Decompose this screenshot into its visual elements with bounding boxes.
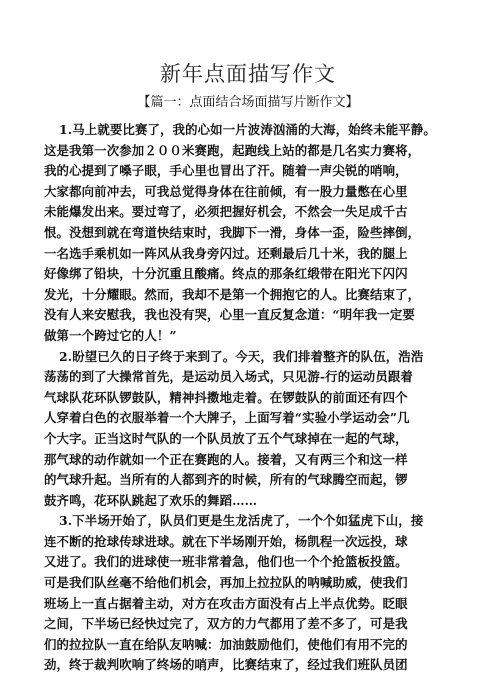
text-line: 之间，下半场已经快过完了，双方的力气都用了差不多了，可是我 xyxy=(44,616,408,632)
document-body xyxy=(44,120,444,676)
text-line: 好像绑了铅块，十分沉重且酸痛。终点的那条红缎带在阳光下闪闪 xyxy=(44,266,408,282)
document-title: 新年点面描写作文 xyxy=(160,62,336,86)
text-line: 我的心提到了嗓子眼，手心里也冒出了汗。随着一声尖锐的哨响， xyxy=(44,163,408,179)
text-line: 荡荡的到了大操常首先，是运动员入场式，只见游-行的运动员跟着 xyxy=(44,369,413,385)
text-line: 恨。没想到就在弯道快结束时，我脚下一滑，身体一歪，险些摔倒， xyxy=(44,224,421,240)
text-line: 班场上一直占据着主动，对方在攻击方面没有占上半点优势。眨眼 xyxy=(44,595,408,611)
text-line: 大家都向前冲去，可我总觉得身体在往前倾，有一股力量憋在心里 xyxy=(44,183,408,199)
document-subtitle: 【篇一：点面结合场面描写片断作文】 xyxy=(137,95,359,110)
text-line: 个大字。正当这时气队的一个队员放了五个气球掉在一起的气球， xyxy=(44,430,408,446)
text-line: 又进了。我们的进球使一班非常着急，他们也一个个抢篮板投篮。 xyxy=(44,554,408,570)
text-line: 们的拉拉队一直在给队友呐喊：加油鼓励他们，使他们有用不完的 xyxy=(44,636,408,652)
text-line: 这是我第一次参加２００米赛跑，起跑线上站的都是几名实力赛将， xyxy=(44,142,421,158)
text-line: 3.下半场开始了，队员们更是生龙活虎了，一个个如猛虎下山，接 xyxy=(59,513,424,529)
text-line: 劲，终于裁判吹响了终场的哨声，比赛结束了，经过我们班队员团 xyxy=(44,657,408,673)
text-line: 鼓齐鸣，花环队跳起了欢乐的舞蹈…… xyxy=(44,492,258,508)
text-line: 那气球的动作就如一个正在赛跑的人。接着，又有两三个和这一样 xyxy=(44,451,408,467)
text-line: 连不断的抢球传球进球。就在下半场刚开始，杨凯程一次远投，球 xyxy=(44,533,408,549)
text-line: 一名选手乘机如一阵风从我身旁闪过。还剩最后几十米，我的腿上 xyxy=(44,245,408,261)
text-line: 2.盼望已久的日子终于来到了。今天，我们排着整齐的队伍，浩浩 xyxy=(59,348,424,364)
text-line: 1.马上就要比赛了，我的心如一片波涛汹涌的大海，始终未能平静。 xyxy=(59,122,436,137)
text-line: 没有人来安慰我，我也没有哭，心里一直反复念道：“明年我一定要 xyxy=(44,307,415,323)
text-line: 可是我们队丝毫不给他们机会，再加上拉拉队的呐喊助威，使我们 xyxy=(44,575,408,591)
text-line: 的气球升起。当所有的人都到齐的时候，所有的气球腾空而起，锣 xyxy=(44,472,408,488)
text-line: 人穿着白色的衣服举着一个大牌子，上面写着“实验小学运动会”几 xyxy=(44,410,410,426)
text-line: 做第一个跨过它的人！” xyxy=(44,327,177,343)
text-line: 未能爆发出来。要过弯了，必须把握好机会，不然会一失足成千古 xyxy=(44,204,408,220)
text-line: 气球队花环队锣鼓队，精神抖擞地走着。在锣鼓队的前面还有四个 xyxy=(44,389,408,405)
text-line: 发光，十分耀眼。然而，我却不是第一个拥抱它的人。比赛结束了， xyxy=(44,286,421,302)
